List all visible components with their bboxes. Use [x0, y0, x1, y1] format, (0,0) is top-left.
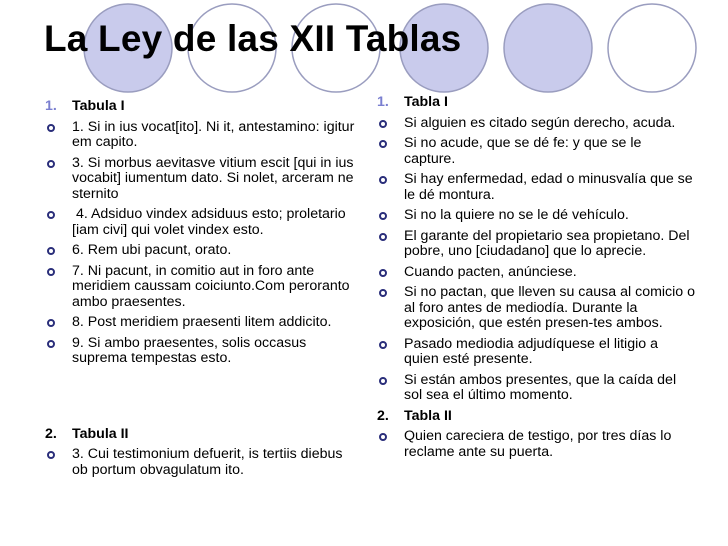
list-item-text: 6. Rem ubi pacunt, orato.	[72, 242, 232, 258]
ring-bullet-icon	[47, 160, 55, 168]
list-heading-text: Tabla I	[404, 94, 448, 110]
list-item-text: 9. Si ambo praesentes, solis occasus suprema tempestas esto.	[72, 334, 307, 366]
list-number: 2.	[45, 425, 57, 442]
list-item	[72, 156, 358, 203]
list-heading-text: Tabla II	[404, 407, 452, 424]
list-heading-text: Tabula II	[72, 425, 129, 442]
ring-bullet-icon	[379, 140, 387, 148]
decor-circle-7	[608, 4, 696, 92]
ring-bullet-icon	[379, 289, 387, 297]
list-item-text: Si hay enfermedad, edad o minusvalía que se le dé montura.	[404, 171, 693, 203]
list-item	[404, 373, 696, 404]
list-heading-tabla-1	[377, 94, 696, 111]
list-item	[404, 285, 696, 332]
list-item-text: El garante del propietario sea propietano. Del pobre, uno [ciudadano] que lo aprecie.	[404, 227, 690, 259]
list-item-text: Si están ambos presentes, que la caída del sol sea el último momento.	[404, 371, 677, 403]
list-item-text: 8. Post meridiem praesenti litem addicito.	[72, 314, 332, 330]
list-item-text: Pasado mediodia adjudíquese el litigio a quien esté presente.	[404, 335, 658, 367]
ring-bullet-icon	[47, 319, 55, 327]
ring-bullet-icon	[47, 211, 55, 219]
list-item-text: 3. Cui testimonium defuerit, is tertiis diebus ob portum obvagulatum ito.	[72, 446, 343, 478]
list-item	[404, 136, 696, 167]
ring-bullet-icon	[47, 268, 55, 276]
list-item-text: 3. Si morbus aevitasve vitium escit [qui in ius vocabit] iumentum dato. Si nolet, arceram ne sternito	[72, 154, 354, 202]
ring-bullet-icon	[379, 120, 387, 128]
ring-bullet-icon	[47, 340, 55, 348]
list-item	[404, 208, 696, 224]
list-item-text: Si alguien es citado según derecho, acuda.	[404, 114, 676, 131]
list-item	[72, 315, 358, 331]
list-heading-tabula-1	[45, 98, 358, 115]
ring-bullet-icon	[379, 212, 387, 220]
list-item-text: Si no la quiere no se le dé vehículo.	[404, 207, 629, 223]
list-item	[72, 243, 358, 259]
ring-bullet-icon	[379, 341, 387, 349]
list-heading-tabla-2	[377, 407, 696, 425]
list-item	[72, 447, 358, 478]
list-number: 1.	[45, 98, 57, 114]
list-item	[404, 429, 696, 460]
list-item-text: Quien careciera de testigo, por tres días lo reclame ante su puerta.	[404, 428, 672, 460]
latin-text-column	[45, 98, 358, 483]
list-item-text: 4. Adsiduo vindex adsiduus esto; proletario [iam civi] qui volet vindex esto.	[72, 206, 350, 238]
list-item	[72, 120, 358, 151]
list-item-text: Cuando pacten, anúnciese.	[404, 263, 577, 280]
ring-bullet-icon	[47, 451, 55, 459]
list-item	[72, 207, 358, 238]
list-item	[404, 172, 696, 203]
spanish-text-column	[377, 94, 696, 465]
list-item	[404, 229, 696, 260]
ring-bullet-icon	[379, 433, 387, 441]
list-item	[404, 265, 696, 281]
list-item-text: 1. Si in ius vocat[ito]. Ni it, antestamino: igitur em capito.	[72, 118, 355, 150]
ring-bullet-icon	[47, 247, 55, 255]
list-item	[404, 337, 696, 368]
list-item-text: 7. Ni pacunt, in comitio aut in foro ante meridiem caussam coiciunto.Com peroranto ambo praesentes.	[72, 262, 350, 310]
list-heading-tabula-2	[45, 425, 358, 443]
list-item-text: Si no acude, que se dé fe: y que se le capture.	[404, 135, 642, 167]
list-item	[404, 116, 696, 132]
list-heading-text: Tabula I	[72, 98, 125, 114]
ring-bullet-icon	[47, 124, 55, 132]
ring-bullet-icon	[379, 176, 387, 184]
decor-circle-6	[504, 4, 592, 92]
ring-bullet-icon	[379, 233, 387, 241]
list-number: 2.	[377, 407, 389, 424]
ring-bullet-icon	[379, 269, 387, 277]
list-item	[72, 264, 358, 311]
list-item	[72, 336, 358, 367]
list-number: 1.	[377, 94, 389, 110]
ring-bullet-icon	[379, 377, 387, 385]
list-item-text: Si no pactan, que lleven su causa al comicio o al foro antes de mediodía. Durante la exposición, que estén presen-tes ambos.	[404, 284, 696, 331]
slide-title: La Ley de las XII Tablas	[44, 18, 462, 59]
